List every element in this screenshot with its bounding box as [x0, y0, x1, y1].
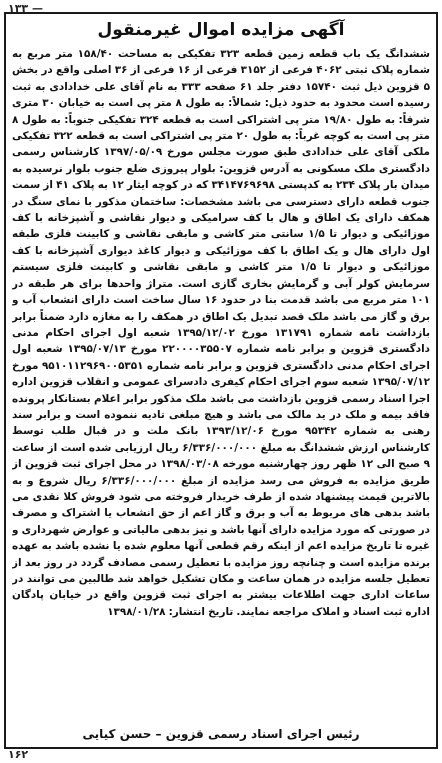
page-number-bottom: ۱۶۲	[8, 748, 29, 761]
auction-notice-box	[4, 12, 438, 749]
notice-signature: رئیس اجرای اسناد رسمی قزوین – حسن کیایی	[82, 727, 360, 741]
page-number-top: ۱۳۳ —	[8, 2, 43, 15]
notice-body: ششدانگ یک باب قطعه زمین قطعه ۳۲۳ تفکیکی به مساحت ۱۵۸/۴۰ متر مربع به شماره پلاک ثبتی ۴۰۶۲ فرعی از ۳۱۵۲ فرعی از ۱۶ فرعی از ۳۶ اصلی واقع در بخش ۵ قزوین ذیل ثبت ۱۵۷۴۰ دفتر جلد ۶۱ صفحه ۳۳۳ به نام آقای علی خدادادی به ثبت رسیده است محدود به حدود ذیل: شمالاً: به طول ۸ متر پی است به خیابان ۳۰ متری شرقاً: به طول ۱۹/۸۰ متر پی اشتراکی است به قطعه ۳۲۴ تفکیکی جنوباً: به طول ۸ متر پی است به کوچه غرباً: به طول ۲۰ متر پی اشتراکی است به قطعه ۳۲۲ تفکیکی ملکی آقای علی خدادادی طبق صورت مجلس مورخ ۱۳۹۷/۰۵/۰۹ کارشناس رسمی دادگستری ملک مسکونی به آدرس قزوین: بلوار پیروزی ضلع جنوب بلوار نرسیده به میدان بار پلاک ۲۳۴ به کدپستی ۳۴۱۴۷۶۹۶۹۸ که در کوچه ایثار ۱۲ به پلاک ۴۱ از سمت جنوب قطعه دارای دسترسی می باشد مشخصات: ساختمان مذکور با نمای سنگ در همکف دارای یک اطاق و هال با کف سرامیکی و دیوار نقاشی و آشپزخانه با کف موزائیکی و دیوار تا ۱/۵ سانتی متر کاشی و مابقی نقاشی و کابینت فلزی طبقه اول دارای هال و یک اطاق با کف موزائیکی و دیوار کاغذ دیواری آشپزخانه با کف موزائیکی و دیوار تا ۱/۵ متر کاشی و مابقی نقاشی و کابینت فلزی سیستم سرمایش کولر آبی و گرمایش بخاری گازی است. متراژ واحدها برای هر طبقه در ۱۰۱ متر مربع می باشد قدمت بنا در حدود ۱۶ سال ساخت است دارای انشعاب آب و برق و گاز می باشد ملک قصد تبدیل یک اطاق در همکف را به مغازه دارد ضمناً برابر بازداشت نامه شماره ۱۳۱۷۹۱ مورخ ۱۳۹۵/۱۲/۰۲ شعبه اول اجرای احکام مدنی دادگستری قزوین و برابر نامه شماره ۲۲۰۰۰۰۳۵۵۰۷ مورخ ۱۳۹۵/۰۷/۱۳ شعبه اول اجرای احکام مدنی دادگستری قزوین و برابر نامه شماره ۹۵۱۰۱۱۲۹۶۹۰۰۵۳۵۱ مورخ ۱۳۹۵/۰۷/۱۲ شعبه سوم اجرای احکام کیفری دادسرای عمومی و انقلاب قزوین اداره اجرا اسناد رسمی قزوین بازداشت می باشد ملک مذکور برابر اعلام بستانکار پرونده فاقد بیمه و ملک در ید مالک می باشد و هیچ مبلغی تادیه ننموده است و برابر سند رهنی به شماره ۹۵۳۴۲ مورخ ۱۳۹۳/۱۲/۰۶ بانک ملت و در قبال طلب توسط کارشناس ارزش ششدانگ به مبلغ ۶/۳۳۶/۰۰۰/۰۰۰ ریال ارزیابی شده است از ساعت ۹ صبح الی ۱۲ ظهر روز چهارشنبه مورخه ۱۳۹۸/۰۳/۰۸ در محل اجرای ثبت قزوین از طریق مزایده به فروش می رسد مزایده از مبلغ ۶/۳۳۶/۰۰۰/۰۰۰ ریال شروع و به بالاترین قیمت پیشنهاد شده از طرف خریدار فروخته می شود فروش کلا نقدی می باشد بدهی های مربوط به آب و برق و گاز اعم از حق انشعاب یا اشتراک و مصرف در صورتی که مورد مزایده دارای آنها باشد و نیز بدهی مالیاتی و عوارض شهرداری و غیره تا تاریخ مزایده اعم از اینکه رقم قطعی آنها معلوم شده یا نشده باشد به عهده برنده مزایده است و چنانچه روز مزایده با تعطیل رسمی مصادف گردد در روز بعد از تعطیل جلسه مزایده در همان ساعت و مکان تشکیل خواهد شد طالبین می توانند در ساعات اداری جهت اطلاعات بیشتر به اجرای ثبت قزوین واقع در خیابان پادگان اداره ثبت اسناد و املاک مراجعه نمایند. تاریخ انتشار: ۱۳۹۸/۰۱/۲۸	[12, 48, 430, 618]
notice-title: آگهی مزایده اموال غیرمنقول	[97, 20, 345, 40]
